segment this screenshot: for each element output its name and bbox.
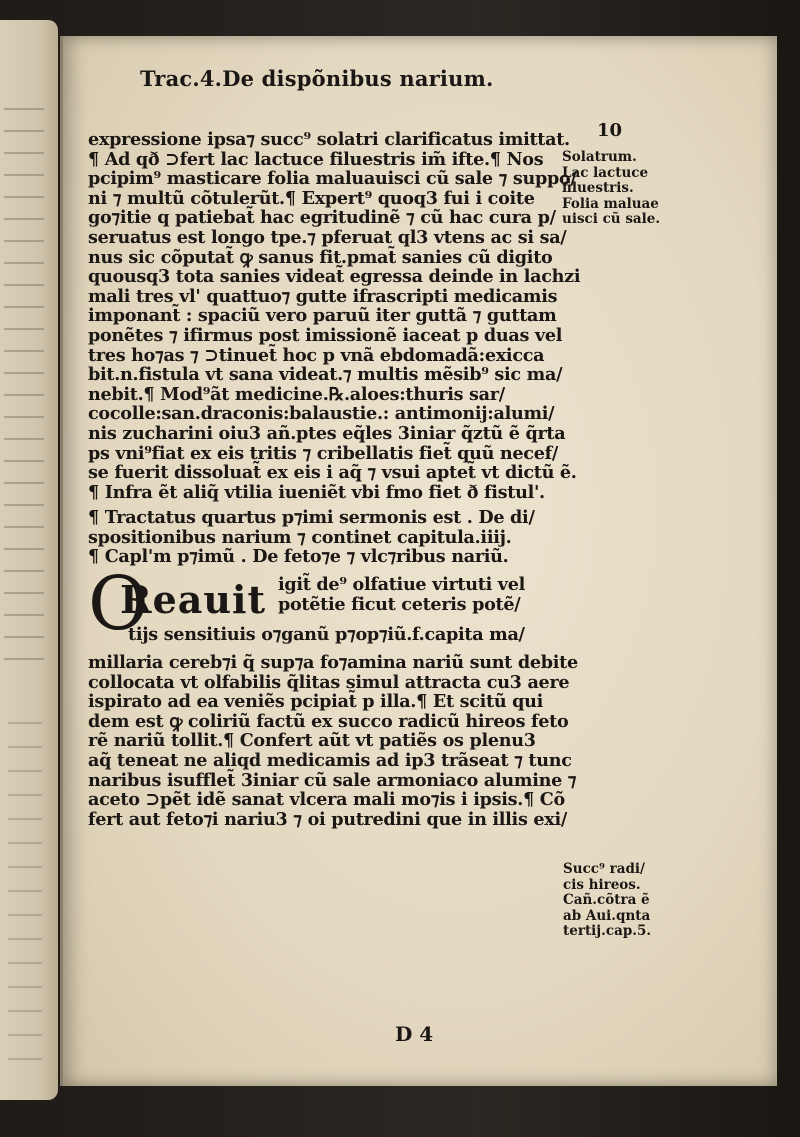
text-line: cocolle:san.draconis:balaustie.: antimonij:alumi/: [88, 403, 555, 425]
text-line: quousq3 tota sanies videat̃ egressa deinde in lachzi: [88, 266, 581, 288]
marginal-note-line: tertij.cap.5.: [563, 923, 652, 939]
text-line: ¶ Tractatus quartus p⁊imi sermonis est . De di/: [88, 507, 535, 529]
marginal-note-line: Solatrum.: [562, 149, 637, 165]
main-text-column: [88, 129, 581, 830]
drop-cap-initial: O: [88, 561, 149, 648]
text-line: nis zucharini oiu3 añ.ptes eq̃les 3iniar q̃ztũ ẽ q̃rta: [88, 422, 566, 444]
marginal-note-bottom: [563, 862, 678, 940]
text-line: ¶ Infra ẽt aliq̃ vtilia iueniẽt vbi fmo fiet ð fistul'.: [88, 481, 545, 503]
text-line: seruatus est longo tpe.⁊ pferuat ql3 vtens ac si sa/: [88, 226, 567, 248]
text-line: ni ⁊ multũ cõtulerũt.¶ Expert⁹ quoq3 fui i coite: [88, 187, 535, 209]
text-line: ponẽtes ⁊ ifirmus post imissionẽ iaceat p duas vel: [88, 324, 563, 346]
text-line: ispirato ad ea veniẽs pcipiat̃ p illa.¶ Et scitũ qui: [88, 691, 544, 713]
marginal-note-line: Lac lactuce: [562, 164, 649, 181]
text-line: se fuerit dissoluat̃ ex eis i aq̃ ⁊ vsui aptet̃ vt dictũ ẽ.: [88, 462, 577, 484]
decorated-initial-block: [88, 561, 548, 653]
marginal-note-line: ab Aui.qnta: [563, 907, 651, 924]
text-line: imponant̃ : spaciũ vero paruũ iter guttã ⁊ guttam: [88, 305, 557, 327]
show-through-text: [4, 100, 44, 660]
marginal-note-line: cis hireos.: [563, 876, 641, 893]
text-line: millaria cereb⁊i q̃ sup⁊a fo⁊amina nariũ sunt debite: [88, 652, 578, 674]
text-line: igit̃ de⁹ olfatiue virtuti vel: [278, 574, 525, 596]
marginal-note-line: Cañ.cõtra ẽ: [563, 892, 650, 908]
text-line: spositionibus narium ⁊ continet capitula.iiij.: [88, 526, 512, 548]
text-line: pcipim⁹ masticare folia maluauisci cũ sale ⁊ suppo/: [88, 168, 577, 190]
text-line: ¶ Ad qð ⊃fert lac lactuce filuestris im̃ ifte.¶ Nos: [88, 148, 544, 170]
text-line: nebit.¶ Mod⁹ãt medicine.℞.aloes:thuris sar/: [88, 383, 505, 405]
text-line: nus sic cõputat̃ ꝙ sanus fit.pmat̃ sanies cũ digito: [88, 246, 553, 268]
text-line: rẽ nariũ tollit.¶ Confert aũt vt patiẽs os plenu3: [88, 730, 536, 752]
folio-number: 10: [597, 120, 623, 141]
show-through-text-lower: [8, 720, 42, 1060]
running-header: Trac.4.De dispõnibus narium.: [140, 66, 494, 91]
incipit-word: Reauit: [120, 577, 266, 623]
text-line: ps vni⁹fiat ex eis tritis ⁊ cribellatis fiet̃ quũ necef/: [88, 442, 559, 464]
text-line: tijs sensitiuis o⁊ganũ p⁊op⁊iũ.f.capita ma/: [128, 624, 525, 646]
previous-page-edge: [0, 20, 58, 1100]
text-line: aq̃ teneat ne aliqd medicamis ad ip3 trãseat ⁊ tunc: [88, 750, 572, 772]
text-line: potẽtie ficut ceteris potẽ/: [278, 594, 521, 616]
paragraph-block-chapter-one: [88, 652, 578, 830]
text-line: fert aut feto⁊i nariu3 ⁊ oi putredini que in illis exi/: [88, 808, 567, 830]
text-line: dem est ꝙ coliriũ factũ ex succo radicũ hireos feto: [88, 710, 569, 732]
text-line: bit.n.fistula vt sana videat.⁊ multis mẽsib⁹ sic ma/: [88, 364, 563, 386]
marginal-note-line: Succ⁹ radi/: [563, 861, 645, 877]
text-line: naribus isufflet̃ 3iniar cũ sale armoniaco alumine ⁊: [88, 769, 577, 791]
marginal-note-line: Folia maluae: [562, 195, 659, 212]
text-line: expressione ipsa⁊ succ⁹ solatri clarificatus imittat.: [88, 129, 570, 150]
text-line: mali tres vl' quattuo⁊ gutte ifrascripti medicamis: [88, 285, 558, 307]
text-line: collocata vt olfabilis q̃litas simul attracta cu3 aere: [88, 671, 570, 693]
text-line: ¶ Capl'm p⁊imũ . De feto⁊e ⁊ vlc⁊ribus nariũ.: [88, 546, 509, 568]
marginal-note-line: filuestris.: [562, 180, 634, 196]
text-line: go⁊itie q patiebat̃ hac egritudinẽ ⁊ cũ hac cura p/: [88, 207, 556, 229]
marginal-note-top: [562, 150, 677, 228]
treatise-heading-block: [88, 508, 548, 567]
marginal-note-line: uisci cũ sale.: [562, 211, 661, 227]
signature-mark: D 4: [395, 1022, 434, 1046]
text-line: tres ho⁊as ⁊ ⊃tinuet̃ hoc p vnã ebdomadã:exicca: [88, 344, 545, 366]
paragraph-block-chapter-end: [88, 129, 581, 503]
text-line: aceto ⊃pẽt idẽ sanat vlcera mali mo⁊is i ipsis.¶ Cõ: [88, 789, 565, 811]
